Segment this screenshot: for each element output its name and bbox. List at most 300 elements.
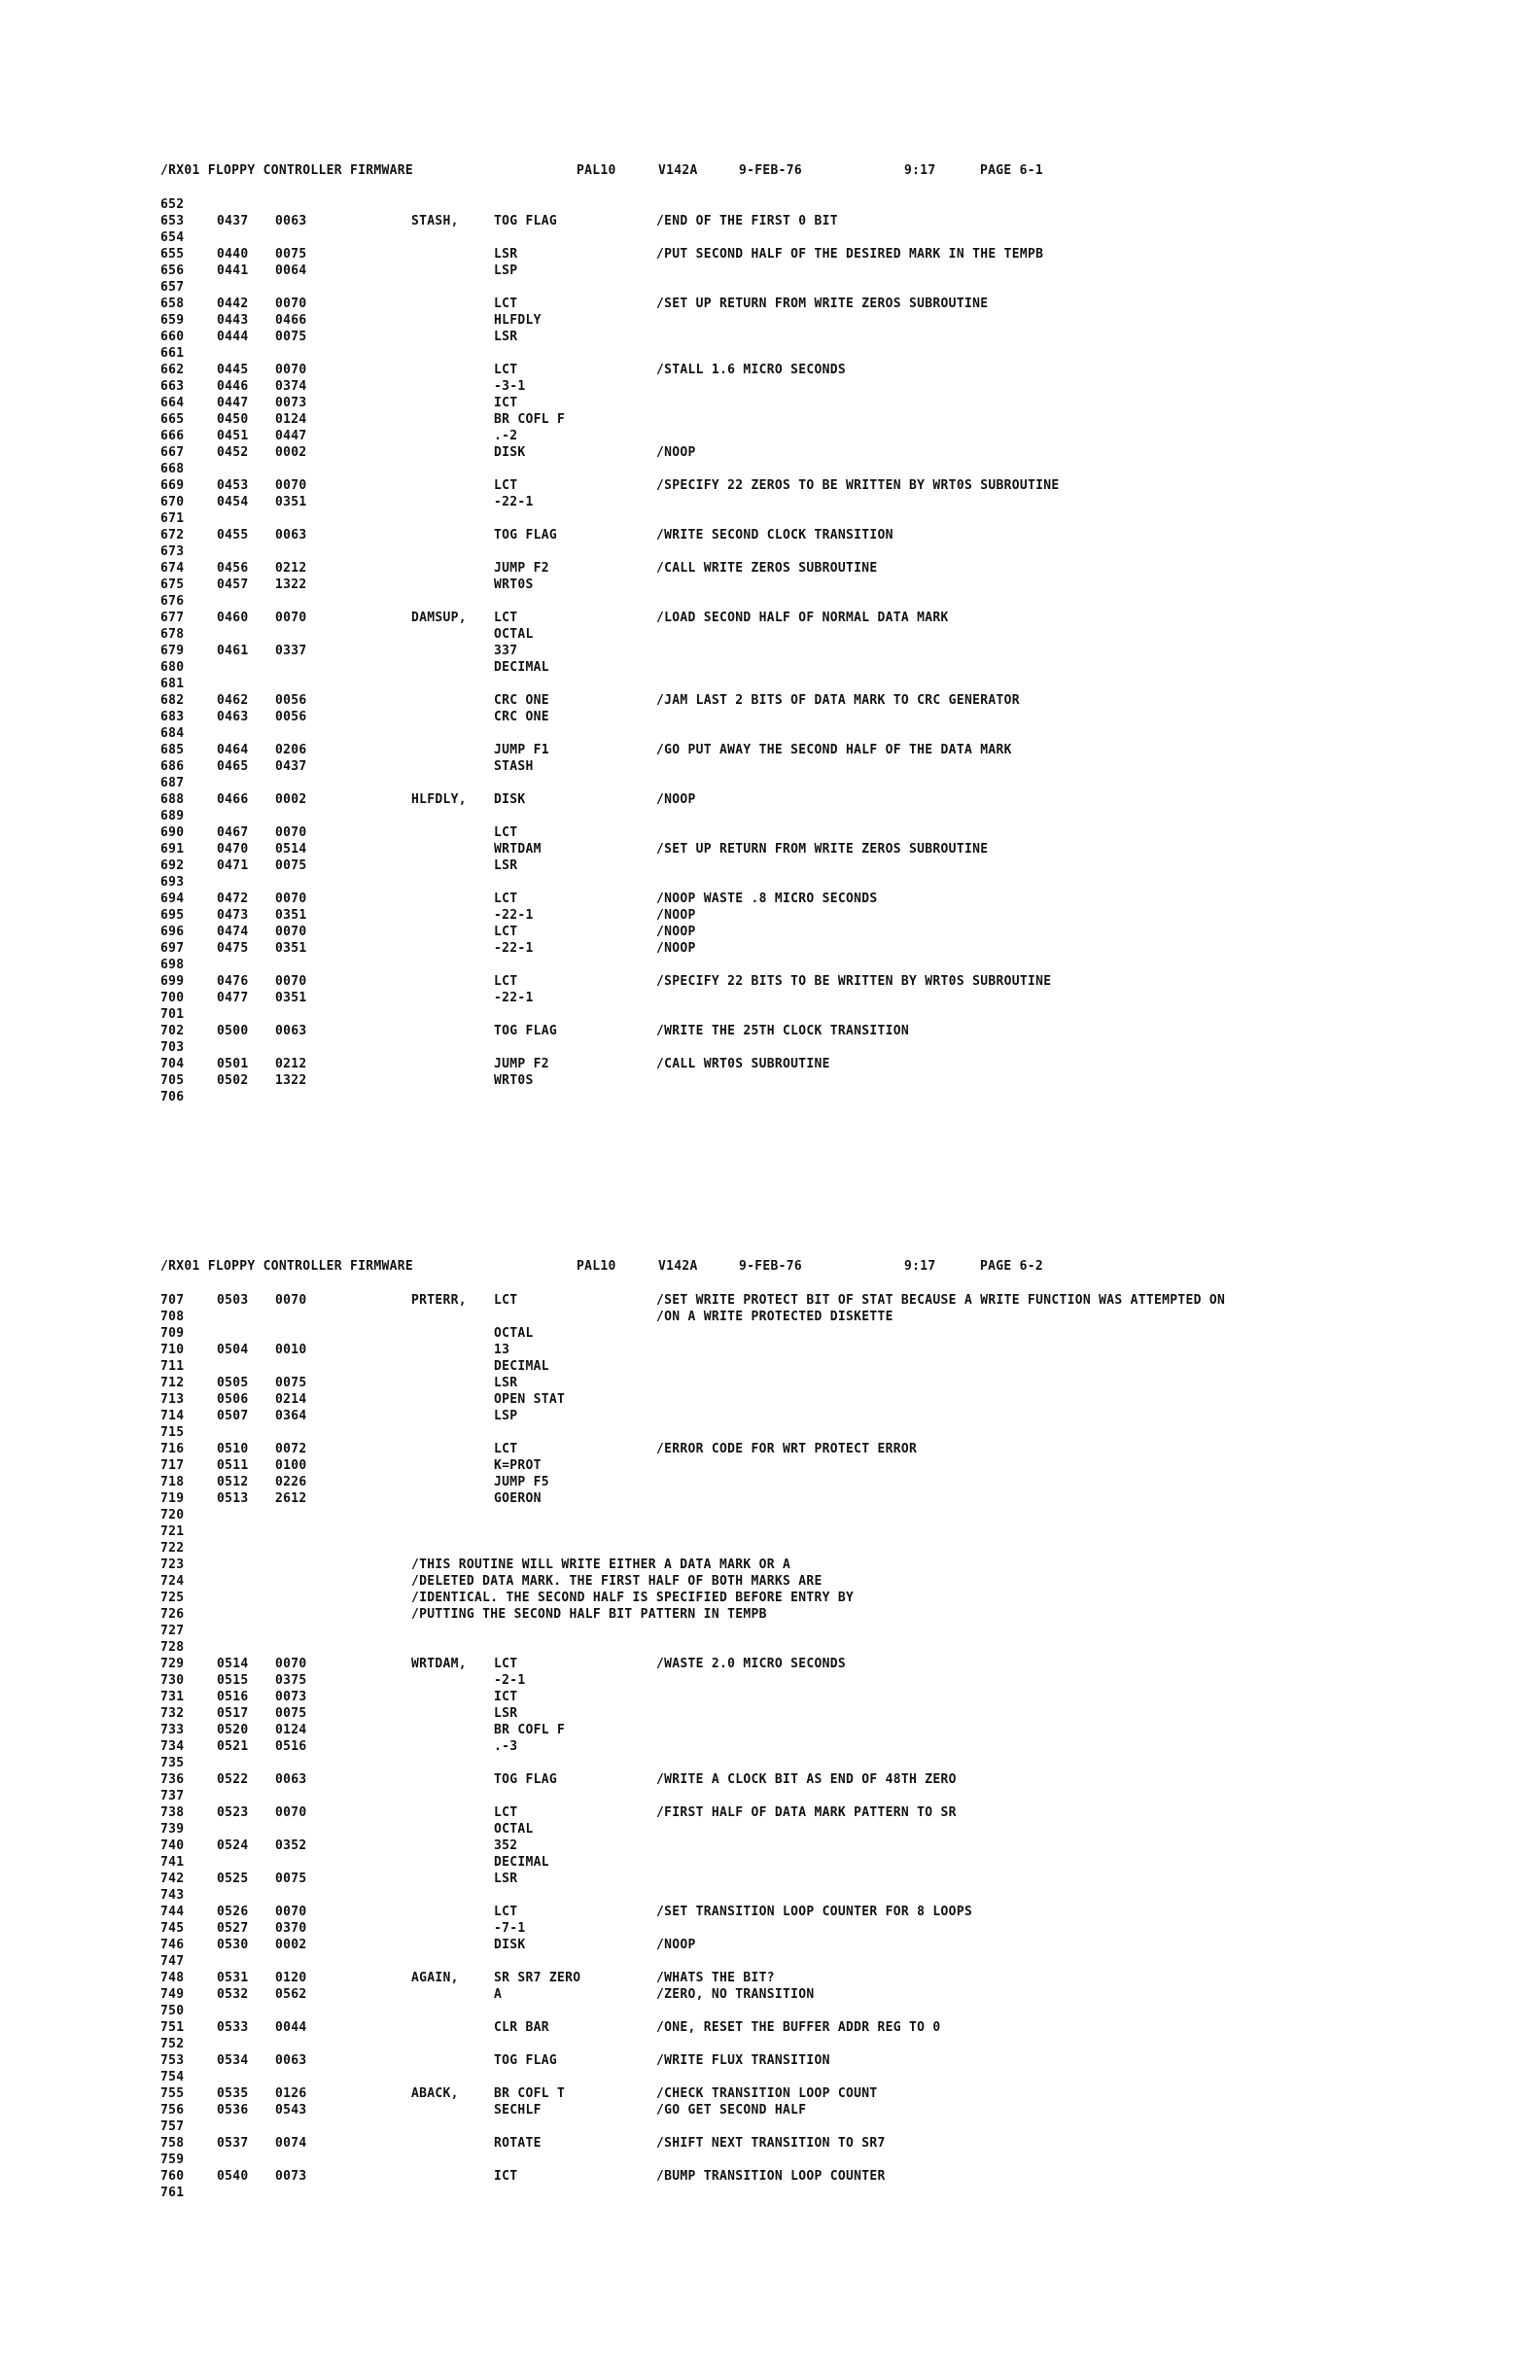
- listing-line: [160, 2152, 1424, 2168]
- line-number: 736: [160, 1772, 185, 1787]
- address: 0506: [217, 1392, 249, 1407]
- listing-line: [160, 461, 1424, 477]
- listing-line: [160, 1457, 1424, 1474]
- address: 0437: [217, 214, 249, 228]
- object-code: 0124: [275, 1723, 307, 1737]
- listing-line: [160, 411, 1424, 428]
- line-number: 713: [160, 1392, 185, 1407]
- comment: /NOOP: [656, 1938, 696, 1952]
- listing-line: [160, 1788, 1424, 1804]
- listing-line: [160, 593, 1424, 610]
- address: 0461: [217, 644, 249, 658]
- comment: /NOOP: [656, 941, 696, 956]
- operand: LCT: [494, 974, 518, 989]
- line-number: 697: [160, 941, 185, 956]
- line-number: 730: [160, 1673, 185, 1688]
- operand: LCT: [494, 1657, 518, 1671]
- object-code: 0070: [275, 611, 307, 625]
- operand: LSR: [494, 858, 518, 873]
- address: 0507: [217, 1409, 249, 1423]
- object-code: 0514: [275, 842, 307, 857]
- listing-line: [160, 1507, 1424, 1523]
- object-code: 0063: [275, 1024, 307, 1038]
- listing-line: [160, 345, 1424, 362]
- address: 0503: [217, 1293, 249, 1308]
- operand: TOG FLAG: [494, 1024, 558, 1038]
- comment: /NOOP: [656, 925, 696, 939]
- label: STASH,: [411, 214, 459, 228]
- line-number: 729: [160, 1657, 185, 1671]
- address: 0455: [217, 528, 249, 542]
- object-code: 0074: [275, 2136, 307, 2151]
- object-code: 0056: [275, 710, 307, 724]
- object-code: 0120: [275, 1971, 307, 1985]
- object-code: 0063: [275, 214, 307, 228]
- line-number: 731: [160, 1690, 185, 1704]
- listing-line: [160, 2118, 1424, 2135]
- line-number: 751: [160, 2020, 185, 2035]
- comment: /CALL WRITE ZEROS SUBROUTINE: [656, 561, 878, 576]
- listing-line: [160, 1937, 1424, 1953]
- line-number: 724: [160, 1574, 185, 1589]
- object-code: 1322: [275, 1073, 307, 1088]
- code-listing: [160, 1292, 1424, 2201]
- line-number: 664: [160, 396, 185, 410]
- listing-line: [160, 1358, 1424, 1375]
- listing-line: [160, 1072, 1424, 1089]
- line-number: 741: [160, 1855, 185, 1870]
- line-number: 740: [160, 1838, 185, 1853]
- object-code: 0075: [275, 1706, 307, 1721]
- address: 0445: [217, 363, 249, 377]
- listing-line: [160, 1006, 1424, 1023]
- line-number: 672: [160, 528, 185, 542]
- line-number: 687: [160, 776, 185, 790]
- line-number: 662: [160, 363, 185, 377]
- operand: DISK: [494, 445, 526, 460]
- listing-line: [160, 1606, 1424, 1623]
- comment: /WRITE FLUX TRANSITION: [656, 2053, 830, 2068]
- operand: 352: [494, 1838, 518, 1853]
- listing-line: [160, 659, 1424, 676]
- object-code: 0351: [275, 991, 307, 1005]
- listing-line: [160, 1039, 1424, 1056]
- operand: ROTATE: [494, 2136, 542, 2151]
- label: PRTERR,: [411, 1293, 467, 1308]
- operand: TOG FLAG: [494, 1772, 558, 1787]
- operand: DECIMAL: [494, 1855, 549, 1870]
- line-number: 681: [160, 677, 185, 691]
- line-number: 743: [160, 1888, 185, 1903]
- listing-line: [160, 791, 1424, 808]
- listing-line: [160, 973, 1424, 990]
- comment: /WRITE SECOND CLOCK TRANSITION: [656, 528, 893, 542]
- object-code: 0044: [275, 2020, 307, 2035]
- line-number: 690: [160, 825, 185, 840]
- line-number: 675: [160, 578, 185, 592]
- block-comment: /THIS ROUTINE WILL WRITE EITHER A DATA MARK OR A: [411, 1558, 791, 1572]
- listing-line: [160, 626, 1424, 643]
- label: WRTDAM,: [411, 1657, 467, 1671]
- line-number: 673: [160, 544, 185, 559]
- object-code: 0070: [275, 1293, 307, 1308]
- listing-line: [160, 2052, 1424, 2069]
- operand: -7-1: [494, 1921, 526, 1936]
- comment: /NOOP: [656, 792, 696, 807]
- listing-line: [160, 329, 1424, 345]
- object-code: 0124: [275, 412, 307, 427]
- listing-line: [160, 1821, 1424, 1838]
- listing-title: /RX01 FLOPPY CONTROLLER FIRMWARE: [160, 1259, 414, 1274]
- listing-line: [160, 2168, 1424, 2185]
- line-number: 669: [160, 478, 185, 493]
- operand: LSR: [494, 330, 518, 344]
- listing-line: [160, 709, 1424, 725]
- address: 0512: [217, 1475, 249, 1489]
- operand: 337: [494, 644, 518, 658]
- object-code: 1322: [275, 578, 307, 592]
- comment: /WRITE THE 25TH CLOCK TRANSITION: [656, 1024, 910, 1038]
- line-number: 753: [160, 2053, 185, 2068]
- listing-line: [160, 1573, 1424, 1590]
- comment: /SET TRANSITION LOOP COUNTER FOR 8 LOOPS: [656, 1905, 973, 1919]
- listing-line: [160, 2135, 1424, 2152]
- listing-line: [160, 510, 1424, 527]
- object-code: 0070: [275, 1905, 307, 1919]
- listing-line: [160, 940, 1424, 957]
- operand: LSP: [494, 1409, 518, 1423]
- line-number: 717: [160, 1458, 185, 1473]
- object-code: 0075: [275, 330, 307, 344]
- listing-time: 9:17: [904, 1259, 936, 1274]
- listing-line: [160, 378, 1424, 395]
- listing-line: [160, 1705, 1424, 1722]
- line-number: 691: [160, 842, 185, 857]
- line-number: 701: [160, 1007, 185, 1022]
- object-code: 0206: [275, 743, 307, 757]
- comment: /NOOP: [656, 445, 696, 460]
- address: 0466: [217, 792, 249, 807]
- operand: WRTDAM: [494, 842, 542, 857]
- line-number: 685: [160, 743, 185, 757]
- block-comment: /PUTTING THE SECOND HALF BIT PATTERN IN TEMPB: [411, 1607, 767, 1622]
- listing-line: [160, 444, 1424, 461]
- address: 0476: [217, 974, 249, 989]
- object-code: 0352: [275, 1838, 307, 1853]
- address: 0505: [217, 1376, 249, 1390]
- address: 0535: [217, 2086, 249, 2101]
- line-number: 754: [160, 2070, 185, 2084]
- line-number: 725: [160, 1591, 185, 1605]
- operand: LSR: [494, 1872, 518, 1886]
- listing-line: [160, 692, 1424, 709]
- address: 0460: [217, 611, 249, 625]
- object-code: 0351: [275, 941, 307, 956]
- line-number: 670: [160, 495, 185, 509]
- line-number: 653: [160, 214, 185, 228]
- line-number: 657: [160, 280, 185, 295]
- listing-line: [160, 1424, 1424, 1441]
- listing-line: [160, 577, 1424, 593]
- line-number: 746: [160, 1938, 185, 1952]
- address: 0526: [217, 1905, 249, 1919]
- comment: /SPECIFY 22 BITS TO BE WRITTEN BY WRT0S SUBROUTINE: [656, 974, 1052, 989]
- listing-line: [160, 1441, 1424, 1457]
- line-number: 761: [160, 2186, 185, 2200]
- page-header: [160, 163, 1424, 196]
- operand: TOG FLAG: [494, 528, 558, 542]
- operand: .-2: [494, 429, 518, 443]
- listing-page-2: [160, 1259, 1424, 2201]
- address: 0453: [217, 478, 249, 493]
- object-code: 0447: [275, 429, 307, 443]
- block-comment: /IDENTICAL. THE SECOND HALF IS SPECIFIED BEFORE ENTRY BY: [411, 1591, 855, 1605]
- listing-line: [160, 1871, 1424, 1887]
- operand: BR COFL F: [494, 1723, 566, 1737]
- comment: /LOAD SECOND HALF OF NORMAL DATA MARK: [656, 611, 949, 625]
- line-number: 727: [160, 1624, 185, 1638]
- object-code: 0070: [275, 1805, 307, 1820]
- listing-line: [160, 1656, 1424, 1672]
- listing-date: 9-FEB-76: [739, 1259, 803, 1274]
- object-code: 0073: [275, 396, 307, 410]
- listing-line: [160, 1408, 1424, 1424]
- line-number: 752: [160, 2037, 185, 2051]
- line-number: 744: [160, 1905, 185, 1919]
- line-number: 733: [160, 1723, 185, 1737]
- line-number: 714: [160, 1409, 185, 1423]
- line-number: 750: [160, 2004, 185, 2018]
- listing-line: [160, 2003, 1424, 2019]
- line-number: 715: [160, 1425, 185, 1440]
- listing-line: [160, 1838, 1424, 1854]
- listing-line: [160, 2102, 1424, 2118]
- address: 0443: [217, 313, 249, 328]
- object-code: 0126: [275, 2086, 307, 2101]
- listing-line: [160, 1920, 1424, 1937]
- line-number: 692: [160, 858, 185, 873]
- listing-line: [160, 924, 1424, 940]
- object-code: 0002: [275, 445, 307, 460]
- operand: -22-1: [494, 908, 534, 923]
- address: 0441: [217, 263, 249, 278]
- line-number: 748: [160, 1971, 185, 1985]
- line-number: 723: [160, 1558, 185, 1572]
- address: 0473: [217, 908, 249, 923]
- line-number: 674: [160, 561, 185, 576]
- listing-line: [160, 2019, 1424, 2036]
- address: 0500: [217, 1024, 249, 1038]
- operand: .-3: [494, 1739, 518, 1754]
- address: 0537: [217, 2136, 249, 2151]
- object-code: 0002: [275, 792, 307, 807]
- object-code: 0073: [275, 2169, 307, 2184]
- line-number: 707: [160, 1293, 185, 1308]
- object-code: 0063: [275, 2053, 307, 2068]
- operand: LSR: [494, 1706, 518, 1721]
- line-number: 732: [160, 1706, 185, 1721]
- object-code: 0466: [275, 313, 307, 328]
- line-number: 659: [160, 313, 185, 328]
- operand: ICT: [494, 2169, 518, 2184]
- line-number: 728: [160, 1640, 185, 1655]
- operand: CRC ONE: [494, 693, 549, 708]
- object-code: 0010: [275, 1343, 307, 1357]
- listing-line: [160, 725, 1424, 742]
- address: 0510: [217, 1442, 249, 1456]
- address: 0456: [217, 561, 249, 576]
- line-number: 705: [160, 1073, 185, 1088]
- address: 0516: [217, 1690, 249, 1704]
- line-number: 660: [160, 330, 185, 344]
- listing-line: [160, 1540, 1424, 1557]
- line-number: 760: [160, 2169, 185, 2184]
- object-code: 0075: [275, 858, 307, 873]
- object-code: 0070: [275, 478, 307, 493]
- comment: /SHIFT NEXT TRANSITION TO SR7: [656, 2136, 886, 2151]
- object-code: 0070: [275, 1657, 307, 1671]
- operand: -22-1: [494, 495, 534, 509]
- address: 0475: [217, 941, 249, 956]
- object-code: 0070: [275, 825, 307, 840]
- listing-line: [160, 1089, 1424, 1105]
- listing-line: [160, 213, 1424, 229]
- listing-line: [160, 279, 1424, 296]
- operand: LCT: [494, 478, 518, 493]
- line-number: 716: [160, 1442, 185, 1456]
- address: 0531: [217, 1971, 249, 1985]
- operand: GOERON: [494, 1491, 542, 1506]
- listing-line: [160, 477, 1424, 494]
- object-code: 0064: [275, 263, 307, 278]
- operand: LCT: [494, 825, 518, 840]
- listing-line: [160, 312, 1424, 329]
- comment: /ERROR CODE FOR WRT PROTECT ERROR: [656, 1442, 918, 1456]
- line-number: 652: [160, 197, 185, 212]
- assembler-name: PAL10: [577, 163, 616, 178]
- operand: CRC ONE: [494, 710, 549, 724]
- address: 0532: [217, 1987, 249, 2002]
- operand: LCT: [494, 1293, 518, 1308]
- object-code: 0075: [275, 247, 307, 262]
- operand: OPEN STAT: [494, 1392, 566, 1407]
- object-code: 0437: [275, 759, 307, 774]
- line-number: 688: [160, 792, 185, 807]
- label: ABACK,: [411, 2086, 459, 2101]
- listing-line: [160, 428, 1424, 444]
- operand: CLR BAR: [494, 2020, 549, 2035]
- comment: /ONE, RESET THE BUFFER ADDR REG TO 0: [656, 2020, 941, 2035]
- listing-line: [160, 2069, 1424, 2085]
- address: 0511: [217, 1458, 249, 1473]
- comment: /JAM LAST 2 BITS OF DATA MARK TO CRC GENERATOR: [656, 693, 1020, 708]
- object-code: 0072: [275, 1442, 307, 1456]
- operand: LCT: [494, 1905, 518, 1919]
- object-code: 0070: [275, 892, 307, 906]
- address: 0520: [217, 1723, 249, 1737]
- object-code: 0562: [275, 1987, 307, 2002]
- comment: /STALL 1.6 MICRO SECONDS: [656, 363, 847, 377]
- line-number: 679: [160, 644, 185, 658]
- page-number: PAGE 6-1: [980, 163, 1044, 178]
- listing-line: [160, 1887, 1424, 1904]
- line-number: 742: [160, 1872, 185, 1886]
- comment: /PUT SECOND HALF OF THE DESIRED MARK IN THE TEMPB: [656, 247, 1044, 262]
- line-number: 757: [160, 2119, 185, 2134]
- operand: LCT: [494, 1442, 518, 1456]
- listing-line: [160, 1623, 1424, 1639]
- listing-line: [160, 1490, 1424, 1507]
- comment: /WHATS THE BIT?: [656, 1971, 775, 1985]
- listing-line: [160, 196, 1424, 213]
- listing-line: [160, 1953, 1424, 1970]
- line-number: 711: [160, 1359, 185, 1374]
- listing-line: [160, 1804, 1424, 1821]
- listing-line: [160, 527, 1424, 543]
- address: 0536: [217, 2103, 249, 2118]
- address: 0513: [217, 1491, 249, 1506]
- listing-line: [160, 643, 1424, 659]
- address: 0534: [217, 2053, 249, 2068]
- line-number: 663: [160, 379, 185, 394]
- operand: A: [494, 1987, 503, 2002]
- page-number: PAGE 6-2: [980, 1259, 1044, 1274]
- line-number: 738: [160, 1805, 185, 1820]
- line-number: 698: [160, 958, 185, 972]
- line-number: 693: [160, 875, 185, 890]
- object-code: 0100: [275, 1458, 307, 1473]
- listing-line: [160, 395, 1424, 411]
- operand: JUMP F5: [494, 1475, 549, 1489]
- line-number: 721: [160, 1524, 185, 1539]
- operand: LSR: [494, 1376, 518, 1390]
- line-number: 677: [160, 611, 185, 625]
- address: 0462: [217, 693, 249, 708]
- comment: /CHECK TRANSITION LOOP COUNT: [656, 2086, 878, 2101]
- object-code: 0374: [275, 379, 307, 394]
- comment: /END OF THE FIRST 0 BIT: [656, 214, 838, 228]
- listing-line: [160, 1970, 1424, 1986]
- listing-line: [160, 1639, 1424, 1656]
- listing-line: [160, 1771, 1424, 1788]
- operand: STASH: [494, 759, 534, 774]
- operand: -22-1: [494, 941, 534, 956]
- line-number: 709: [160, 1326, 185, 1341]
- object-code: 0337: [275, 644, 307, 658]
- comment: /SET UP RETURN FROM WRITE ZEROS SUBROUTINE: [656, 842, 989, 857]
- listing-line: [160, 262, 1424, 279]
- listing-line: [160, 1375, 1424, 1391]
- operand: SR SR7 ZERO: [494, 1971, 581, 1985]
- comment: /BUMP TRANSITION LOOP COUNTER: [656, 2169, 886, 2184]
- object-code: 0375: [275, 1673, 307, 1688]
- operand: LCT: [494, 297, 518, 311]
- object-code: 0056: [275, 693, 307, 708]
- object-code: 0075: [275, 1376, 307, 1390]
- comment: /SET UP RETURN FROM WRITE ZEROS SUBROUTINE: [656, 297, 989, 311]
- listing-page-1: [160, 163, 1424, 1105]
- listing-line: [160, 1689, 1424, 1705]
- address: 0477: [217, 991, 249, 1005]
- operand: JUMP F2: [494, 561, 549, 576]
- address: 0470: [217, 842, 249, 857]
- address: 0540: [217, 2169, 249, 2184]
- operand: ICT: [494, 1690, 518, 1704]
- listing-line: [160, 560, 1424, 577]
- line-number: 661: [160, 346, 185, 361]
- line-number: 684: [160, 726, 185, 741]
- line-number: 700: [160, 991, 185, 1005]
